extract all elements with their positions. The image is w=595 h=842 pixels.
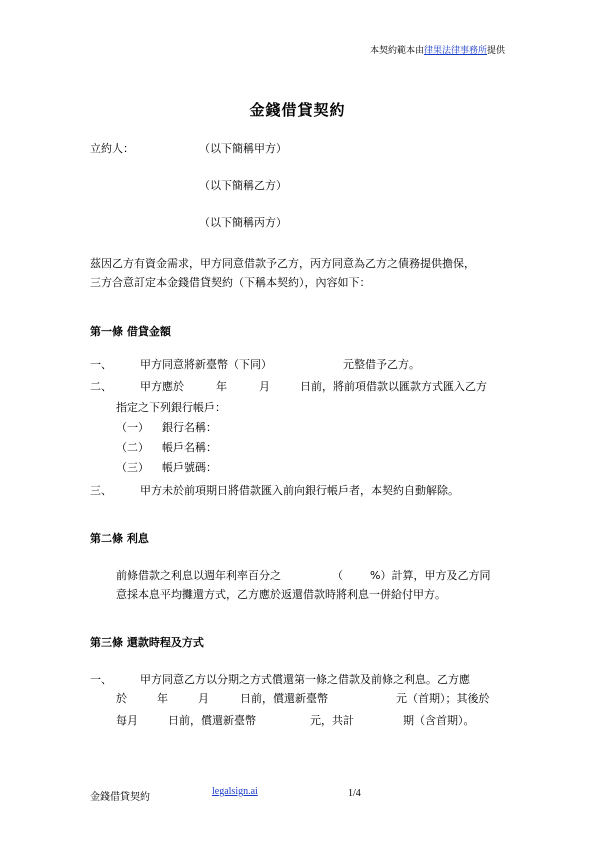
article-3-line-2-a: 於 — [116, 692, 127, 705]
parties-label: 立約人： — [90, 142, 134, 155]
party-c-note: （以下簡稱丙方） — [199, 216, 287, 229]
article-1-item-3-num: 三、 — [90, 484, 112, 497]
document-title: 金錢借貸契約 — [249, 101, 346, 119]
article-1-item-1-num: 一、 — [90, 358, 112, 371]
header-note-prefix: 本契約範本由 — [369, 46, 424, 56]
article-3-line-3-c: 元，共計 — [310, 714, 354, 727]
article-1-heading: 第一條 借貸金額 — [90, 325, 171, 338]
article-3-line-2-e: 元（首期）；其後於 — [396, 692, 490, 705]
article-1-item-2-text-d: 日前，將前項借款以匯款方式匯入乙方 — [300, 380, 487, 393]
footer-site-link[interactable]: legalsign.ai — [212, 786, 258, 797]
law-firm-link[interactable]: 律果法律事務所 — [423, 46, 487, 56]
article-1-item-1-text-b: 元整借予乙方。 — [343, 358, 420, 371]
article-3-line-3-d: 期（含首期）。 — [403, 714, 475, 727]
article-1-item-2-text-a: 甲方應於 — [140, 380, 184, 393]
article-1-item-2-year: 年 — [216, 380, 227, 393]
footer-page-number: 1/4 — [348, 788, 361, 799]
article-3-line-3-b: 日前，償還新臺幣 — [168, 714, 256, 727]
article-3-item-1-text: 甲方同意乙方以分期之方式償還第一條之借款及前條之利息。乙方應 — [140, 673, 470, 686]
article-1-item-2-cont: 指定之下列銀行帳戶： — [116, 401, 226, 414]
article-1-item-1-text-a: 甲方同意將新臺幣（下同） — [140, 358, 272, 371]
article-3-line-3-a: 每月 — [116, 714, 138, 727]
article-3-line-2-month: 月 — [198, 692, 209, 705]
header-note — [370, 43, 505, 56]
article-1-sub-1-num: （一） — [116, 421, 149, 434]
article-2-line-1-a: 前條借款之利息以週年利率百分之 — [116, 569, 281, 582]
article-3-line-2-d: 日前，償還新臺幣 — [240, 692, 328, 705]
account-number-label: 帳戶號碼： — [162, 461, 217, 474]
article-1-sub-2-num: （二） — [116, 441, 149, 454]
article-2-line-1-b: （ — [332, 569, 343, 582]
article-3-item-1-num: 一、 — [90, 673, 112, 686]
article-2-heading: 第二條 利息 — [90, 532, 149, 545]
article-3-line-2-year: 年 — [157, 692, 168, 705]
preamble-line-1: 茲因乙方有資金需求，甲方同意借款予乙方，丙方同意為乙方之債務提供擔保， — [90, 257, 475, 270]
header-note-suffix: 提供 — [486, 46, 505, 56]
footer-doc-name: 金錢借貸契約 — [90, 792, 150, 803]
party-a-note: （以下簡稱甲方） — [199, 142, 287, 155]
preamble-line-2: 三方合意訂定本金錢借貸契約（下稱本契約），內容如下： — [90, 276, 371, 289]
article-1-item-2-month: 月 — [259, 380, 270, 393]
article-3-heading: 第三條 還款時程及方式 — [90, 636, 204, 649]
article-1-item-2-num: 二、 — [90, 380, 112, 393]
article-2-line-2: 意採本息平均攤還方式，乙方應於返還借款時將利息一併給付甲方。 — [116, 588, 446, 601]
account-name-label: 帳戶名稱： — [162, 441, 217, 454]
bank-name-label: 銀行名稱： — [162, 421, 217, 434]
article-1-item-3-text: 甲方未於前項期日將借款匯入前向銀行帳戶者，本契約自動解除。 — [140, 484, 459, 497]
party-b-note: （以下簡稱乙方） — [199, 179, 287, 192]
article-1-sub-3-num: （三） — [116, 461, 149, 474]
article-2-line-1-c: %）計算，甲方及乙方同 — [370, 569, 491, 582]
